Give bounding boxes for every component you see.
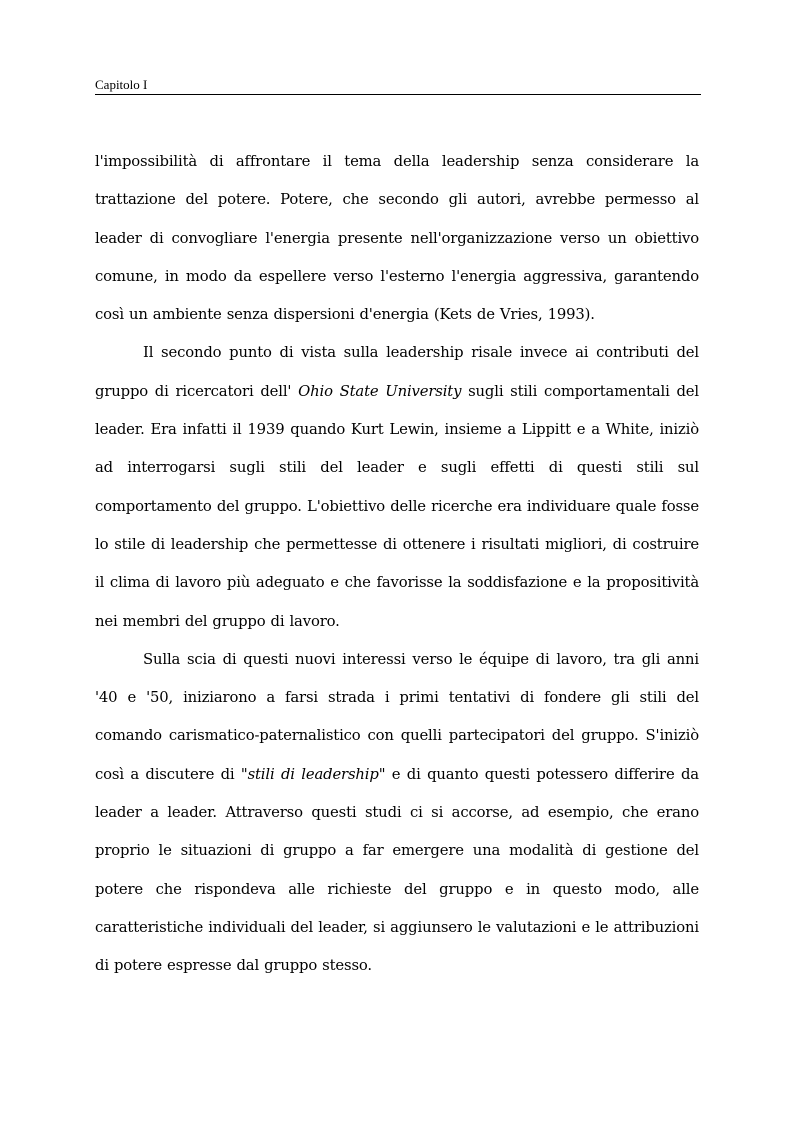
text-run: " e di quanto questi potessero differire da leader a leader. Attraverso questi studi ci si accorse, ad esempio, che erano proprio le situazioni di gruppo a far emergere una modalità di gestione del potere che rispondeva alle richieste del gruppo e in questo modo, alle caratteristiche individuali del leader, si aggiunsero le valutazioni e le attribuzioni di potere espresse dal gruppo stesso. bbox=[95, 765, 699, 975]
paragraph-ohio-state bbox=[95, 334, 699, 640]
body-text bbox=[95, 143, 699, 986]
text-run: sugli stili comportamentali del leader. Era infatti il 1939 quando Kurt Lewin, insieme a Lippitt e a White, iniziò ad interrogarsi sugli stili del leader e sugli effetti di questi stili sul comportamento del gruppo. L'obiettivo delle ricerche era individuare quale fosse lo stile di leadership che permettesse di ottenere i risultati migliori, di costruire il clima di lavoro più adeguato e che favorisse la soddisfazione e la propositività nei membri del gruppo di lavoro. bbox=[95, 382, 699, 630]
text-run: l'impossibilità di affrontare il tema della leadership senza considerare la trattazione del potere. Potere, che secondo gli autori, avrebbe permesso al leader di convogliare l'energia presente nell'organizzazione verso un obiettivo comune, in modo da espellere verso l'esterno l'energia aggressiva, garantendo così un ambiente senza dispersioni d'energia (Kets de Vries, 1993). bbox=[95, 153, 699, 324]
paragraph-leadership-styles bbox=[95, 641, 699, 986]
paragraph-continuation bbox=[95, 143, 699, 334]
text-run: Sulla scia di questi nuovi interessi verso le équipe di lavoro, tra gli anni '40 e '50, iniziarono a farsi strada i primi tentativi di fondere gli stili del comando carismatico-paternalistico con quelli partecipatori del gruppo. S'iniziò così a discutere di " bbox=[95, 650, 699, 783]
chapter-label: Capitolo I bbox=[95, 77, 148, 92]
page-header bbox=[95, 76, 701, 95]
italic-institution: Ohio State University bbox=[298, 382, 462, 400]
text-run: Il secondo punto di vista sulla leadership risale invece ai contributi del gruppo di ricercatori dell' bbox=[95, 344, 699, 400]
italic-term: stili di leadership bbox=[247, 765, 379, 783]
